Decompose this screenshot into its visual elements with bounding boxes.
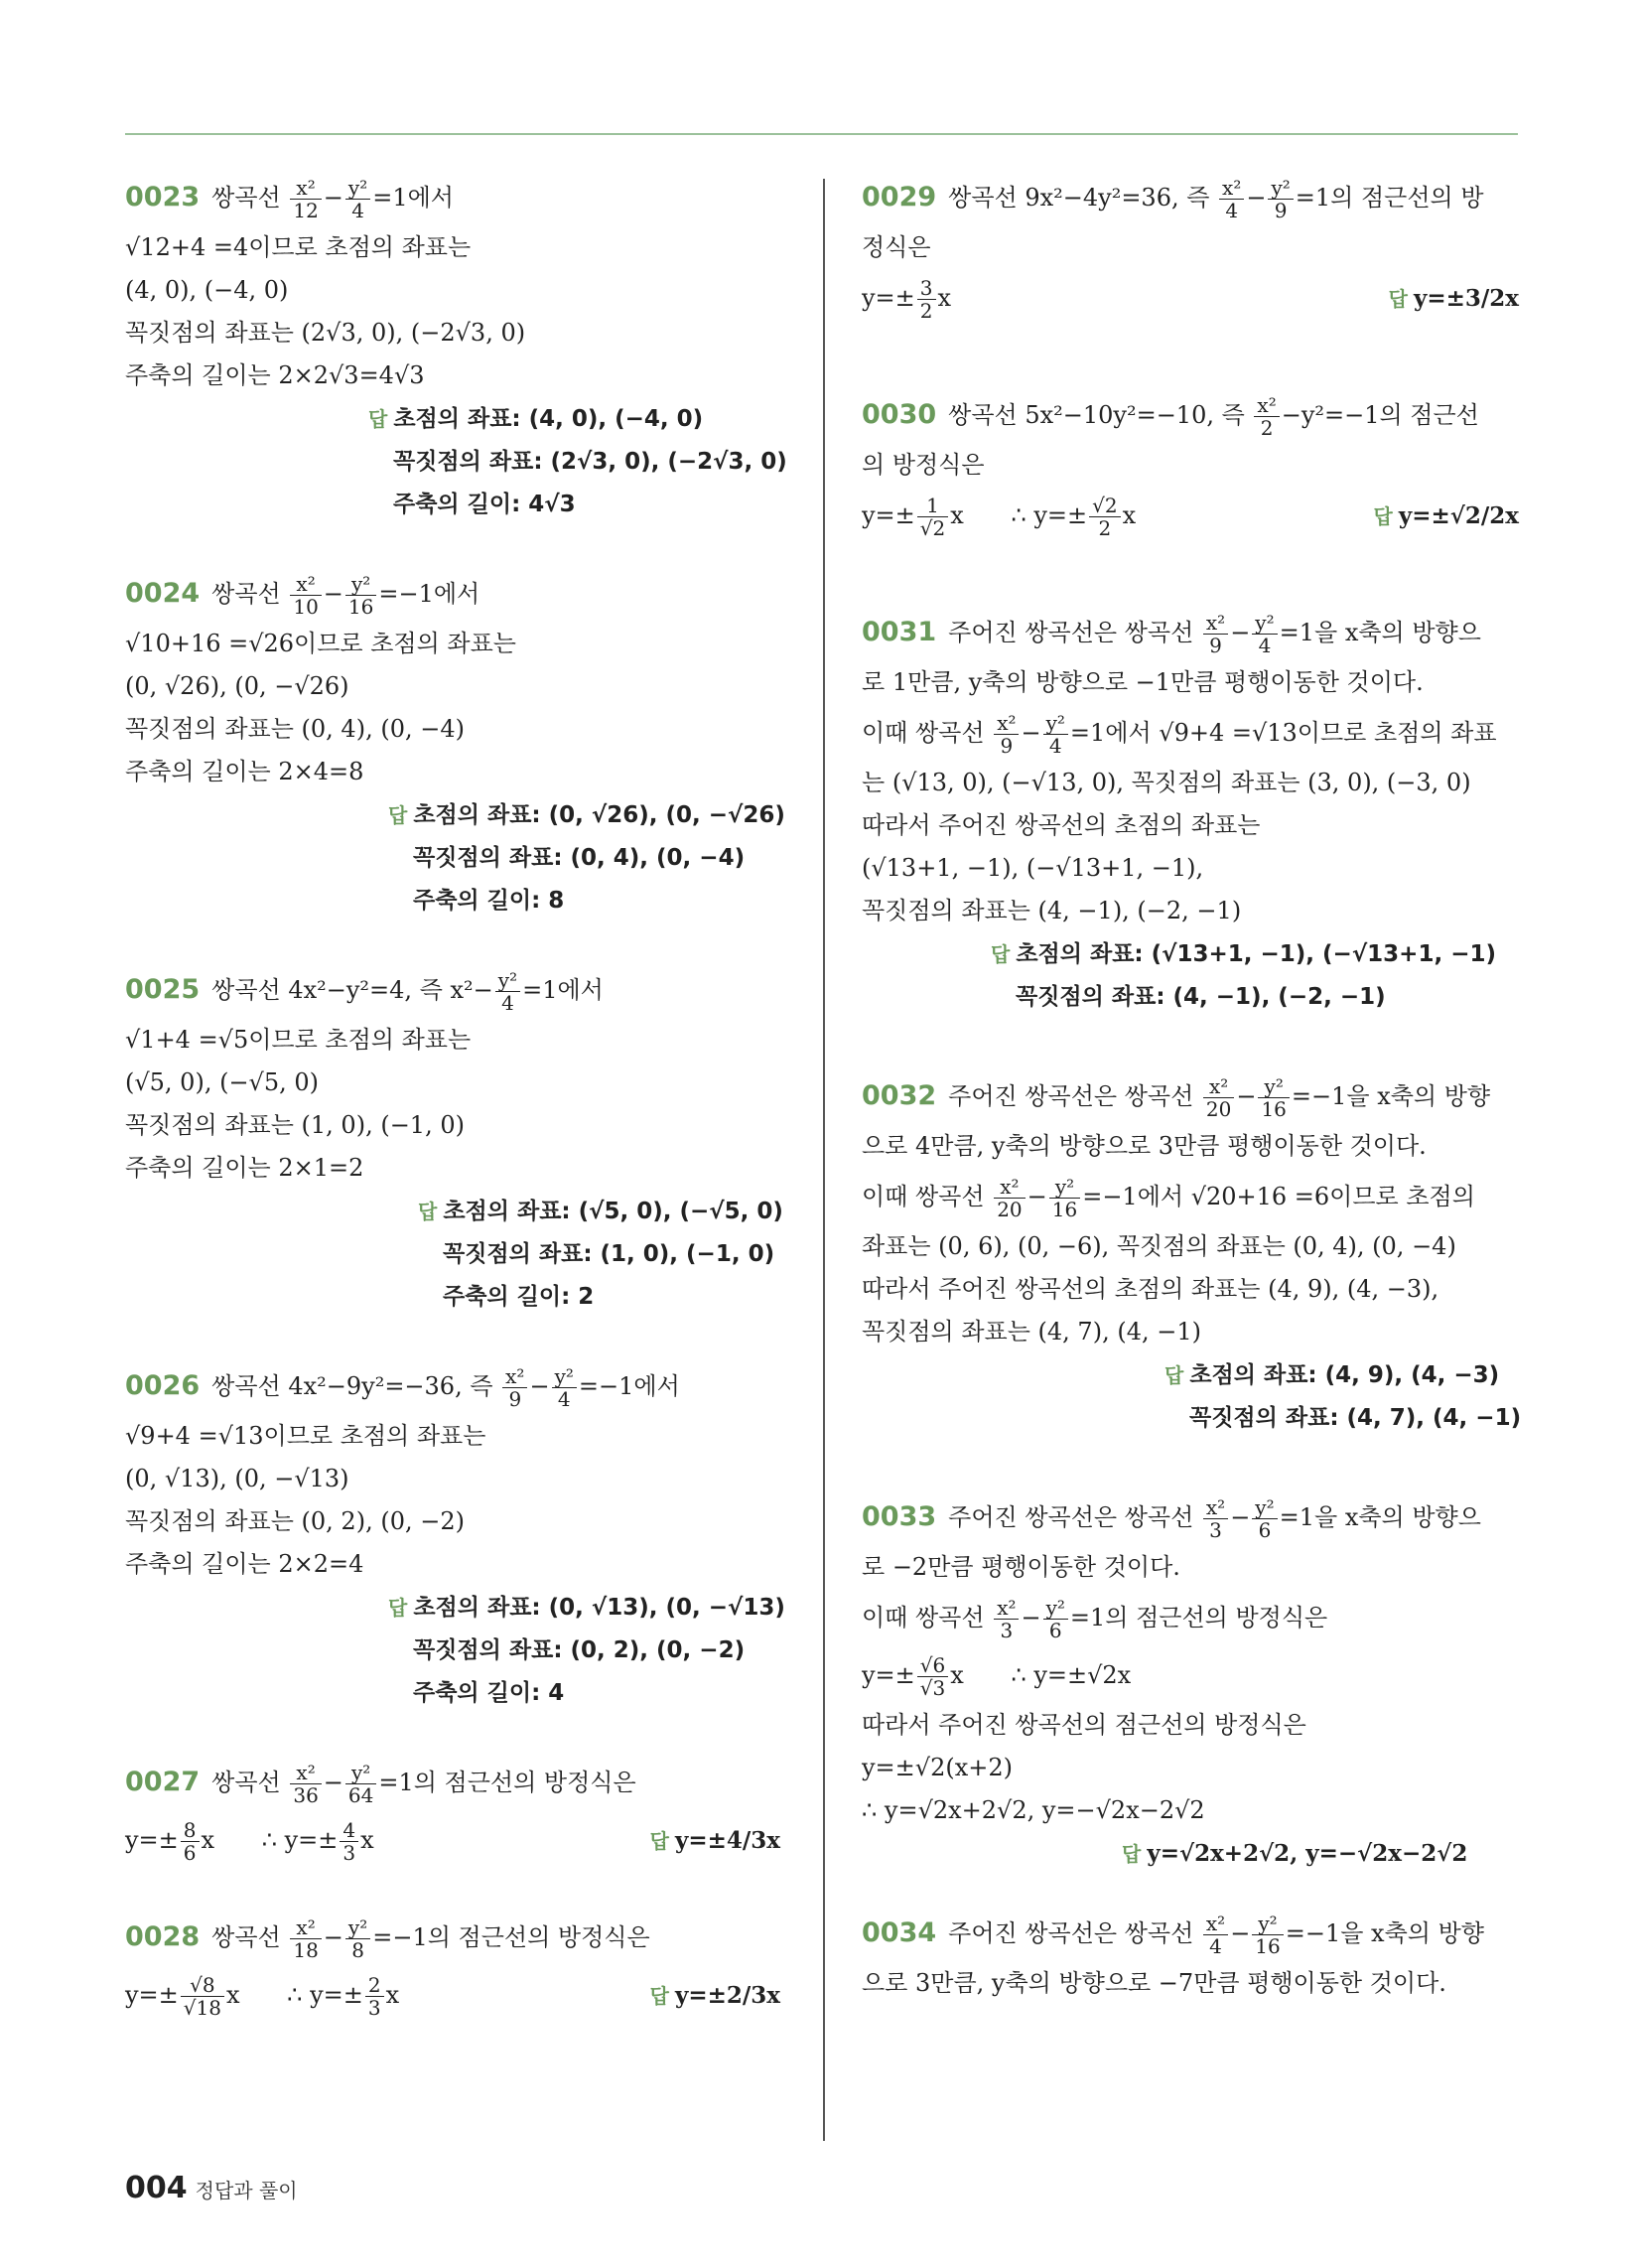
problem-0024: 0024 쌍곡선 $\frac{\text{x²}}{10}$ − $\frac{\text{y²}}{16}$ =−1에서 √10+16 =√26이므로 초점의 좌표는 (0, √26), (0, −√26) 꼭짓점의 좌표는 (0, 4), (0, −4) 주축의 길이는 2×4=8 답 초점의 좌표: (0, √26), (0, −√26) 꼭짓점의 좌표: (0, 4), (0, −4) 주축의 길이: 8	[125, 565, 780, 921]
answer-tag: 답	[1373, 504, 1393, 528]
fraction: $\frac{\text{x²}}{18}$	[290, 1916, 321, 1961]
fraction: $\frac{\text{y²}}{16}$	[1049, 1176, 1080, 1220]
fraction: $\frac{\text{y²}}{4}$	[1043, 712, 1068, 757]
answer-line: 답 초점의 좌표: (√5, 0), (−√5, 0)	[418, 1199, 783, 1224]
solution-line: 주축의 길이는 2×4=8	[125, 758, 364, 785]
solution-line: y=± $\frac{3}{2}$ x 답 y=±3/2x	[862, 276, 1519, 323]
problem-0025: 0025 쌍곡선 4x²−y²=4, 즉 x²− $\frac{\text{y²}}{4}$ =1에서 √1+4 =√5이므로 초점의 좌표는 (√5, 0), (−√5, 0) 꼭짓점의 좌표는 (1, 0), (−1, 0) 주축의 길이는 2×1=2 답 초점의 좌표: (√5, 0), (−√5, 0) 꼭짓점의 좌표: (1, 0), (−1, 0) 주축의 길이: 2	[125, 961, 780, 1318]
solution-line: 의 방정식은	[862, 451, 985, 479]
fraction: $\frac{\text{x²}}{12}$	[290, 177, 321, 221]
solution-line: √9+4 =√13이므로 초점의 좌표는	[125, 1422, 486, 1450]
solution-line: y=± $\frac{1}{√2}$ x ∴ y=± $\frac{√2}{2}$ x 답 y=±√2/2x	[862, 494, 1519, 540]
answer-tag: 답	[388, 803, 408, 827]
fraction: $\frac{\text{x²}}{36}$	[290, 1762, 321, 1806]
fraction: $\frac{√6}{√3}$	[917, 1654, 948, 1699]
answer-line: 답 초점의 좌표: (√13+1, −1), (−√13+1, −1)	[991, 941, 1496, 967]
answer-line: 답 초점의 좌표: (0, √13), (0, −√13)	[388, 1595, 785, 1621]
problem-number: 0032	[862, 1080, 937, 1111]
solution-line: √1+4 =√5이므로 초점의 좌표는	[125, 1026, 472, 1054]
solution-line: √12+4 =4이므로 초점의 좌표는	[125, 233, 472, 261]
fraction: $\frac{√2}{2}$	[1089, 495, 1120, 539]
fraction: $\frac{4}{3}$	[340, 1819, 358, 1864]
answer-tag: 답	[388, 1596, 408, 1620]
page-number: 004	[125, 2171, 188, 2205]
fraction: $\frac{\text{x²}}{3}$	[994, 1597, 1019, 1641]
fraction: $\frac{\text{x²}}{20}$	[994, 1176, 1025, 1220]
answer-line: 꼭짓점의 좌표: (4, 7), (4, −1)	[1189, 1405, 1522, 1431]
answer-line: 답 초점의 좌표: (4, 9), (4, −3)	[1164, 1362, 1500, 1388]
right-column	[862, 169, 1522, 2005]
solution-line: (0, √13), (0, −√13)	[125, 1465, 349, 1492]
problem-0027: 0027 쌍곡선 $\frac{\text{x²}}{36}$ − $\frac{\text{y²}}{64}$ =1의 점근선의 방정식은 y=± $\frac{8}{6}$ x ∴ y=± $\frac{4}{3}$ x 답 y=±4/3x	[125, 1754, 780, 1869]
fraction: $\frac{\text{y²}}{4}$	[345, 177, 370, 221]
answer-line: 꼭짓점의 좌표: (0, 2), (0, −2)	[413, 1637, 746, 1663]
answer-line: 꼭짓점의 좌표: (2√3, 0), (−2√3, 0)	[393, 449, 787, 475]
solution-line: y=± $\frac{√8}{√18}$ x ∴ y=± $\frac{2}{3}$ x 답 y=±2/3x	[125, 1973, 780, 2020]
fraction: $\frac{\text{y²}}{64}$	[345, 1762, 376, 1806]
solution-line: 따라서 주어진 쌍곡선의 초점의 좌표는	[862, 811, 1261, 839]
answer-line: 답 초점의 좌표: (4, 0), (−4, 0)	[368, 406, 704, 432]
answer-line: 꼭짓점의 좌표: (4, −1), (−2, −1)	[1016, 984, 1386, 1010]
solution-line: 이때 쌍곡선 $\frac{\text{x²}}{9}$ − $\frac{\text{y²}}{4}$ =1에서 √9+4 =√13이므로 초점의 좌표	[862, 711, 1497, 758]
solution-line: 주축의 길이는 2×1=2	[125, 1154, 364, 1182]
fraction: $\frac{\text{x²}}{4}$	[1203, 1913, 1228, 1957]
solution-line: 꼭짓점의 좌표는 (4, 7), (4, −1)	[862, 1318, 1201, 1346]
solution-line: 꼭짓점의 좌표는 (4, −1), (−2, −1)	[862, 897, 1242, 924]
fraction: $\frac{\text{x²}}{10}$	[290, 573, 321, 618]
solution-line: y=± $\frac{√6}{√3}$ x ∴ y=±√2x	[862, 1653, 1132, 1700]
solution-line: 이때 쌍곡선 $\frac{\text{x²}}{20}$ − $\frac{\text{y²}}{16}$ =−1에서 √20+16 =6이므로 초점의	[862, 1175, 1475, 1221]
fraction: $\frac{√8}{√18}$	[181, 1974, 224, 2019]
fraction: $\frac{1}{√2}$	[917, 495, 948, 539]
problem-number: 0033	[862, 1501, 937, 1532]
problem-0032: 0032 주어진 쌍곡선은 쌍곡선 $\frac{\text{x²}}{20}$ − $\frac{\text{y²}}{16}$ =−1을 x축의 방향 으로 4만큼, y축의 방향으로 3만큼 평행이동한 것이다. 이때 쌍곡선 $\frac{\text{x²}}{20}$ − $\frac{\text{y²}}{16}$ =−1에서 √20+16 =6이므로 초점의 좌표는 (0, 6), (0, −6), 꼭짓점의 좌표는 (0, 4), (0, −4) 따라서 주어진 쌍곡선의 초점의 좌표는 (4, 9), (4, −3), 꼭짓점의 좌표는 (4, 7), (4, −1) 답 초점의 좌표: (4, 9), (4, −3) 꼭짓점의 좌표: (4, 7), (4, −1)	[862, 1067, 1519, 1439]
fraction: $\frac{8}{6}$	[181, 1819, 200, 1864]
problem-number: 0031	[862, 617, 937, 647]
solution-line: 꼭짓점의 좌표는 (0, 4), (0, −4)	[125, 715, 465, 743]
problem-0026: 0026 쌍곡선 4x²−9y²=−36, 즉 $\frac{\text{x²}}{9}$ − $\frac{\text{y²}}{4}$ =−1에서 √9+4 =√13이므로 초점의 좌표는 (0, √13), (0, −√13) 꼭짓점의 좌표는 (0, 2), (0, −2) 주축의 길이는 2×2=4 답 초점의 좌표: (0, √13), (0, −√13) 꼭짓점의 좌표: (0, 2), (0, −2) 주축의 길이: 4	[125, 1357, 780, 1714]
fraction: $\frac{\text{y²}}{16}$	[1252, 1913, 1283, 1957]
solution-line: 는 (√13, 0), (−√13, 0), 꼭짓점의 좌표는 (3, 0), (−3, 0)	[862, 769, 1471, 796]
solution-line: (4, 0), (−4, 0)	[125, 276, 289, 304]
problem-number: 0028	[125, 1921, 201, 1952]
fraction: $\frac{\text{x²}}{9}$	[502, 1365, 527, 1410]
answer-tag: 답	[1164, 1363, 1184, 1387]
problem-0028: 0028 쌍곡선 $\frac{\text{x²}}{18}$ − $\frac{\text{y²}}{8}$ =−1의 점근선의 방정식은 y=± $\frac{√8}{√18}$ x ∴ y=± $\frac{2}{3}$ x 답 y=±2/3x	[125, 1909, 780, 2024]
answer-tag: 답	[368, 407, 388, 431]
problem-0034: 0034 주어진 쌍곡선은 쌍곡선 $\frac{\text{x²}}{4}$ − $\frac{\text{y²}}{16}$ =−1을 x축의 방향 으로 3만큼, y축의 방향으로 −7만큼 평행이동한 것이다.	[862, 1905, 1519, 2005]
answer-line: 답 초점의 좌표: (0, √26), (0, −√26)	[388, 802, 785, 828]
solution-line: y=±√2(x+2)	[862, 1754, 1013, 1781]
fraction: $\frac{\text{x²}}{4}$	[1219, 177, 1244, 221]
problem-number: 0024	[125, 578, 201, 609]
problem-0031: 0031 주어진 쌍곡선은 쌍곡선 $\frac{\text{x²}}{9}$ − $\frac{\text{y²}}{4}$ =1을 x축의 방향으 로 1만큼, y축의 방향으로 −1만큼 평행이동한 것이다. 이때 쌍곡선 $\frac{\text{x²}}{9}$ − $\frac{\text{y²}}{4}$ =1에서 √9+4 =√13이므로 초점의 좌표 는 (√13, 0), (−√13, 0), 꼭짓점의 좌표는 (3, 0), (−3, 0) 따라서 주어진 쌍곡선의 초점의 좌표는 (√13+1, −1), (−√13+1, −1), 꼭짓점의 좌표는 (4, −1), (−2, −1) 답 초점의 좌표: (√13+1, −1), (−√13+1, −1) 꼭짓점의 좌표: (4, −1), (−2, −1)	[862, 604, 1519, 1018]
solution-line: 으로 4만큼, y축의 방향으로 3만큼 평행이동한 것이다.	[862, 1132, 1427, 1160]
footer-title: 정답과 풀이	[195, 2179, 298, 2202]
solution-line: y=± $\frac{8}{6}$ x ∴ y=± $\frac{4}{3}$ x 답 y=±4/3x	[125, 1818, 780, 1865]
fraction: $\frac{\text{y²}}{16}$	[345, 573, 376, 618]
fraction: $\frac{\text{y²}}{8}$	[345, 1916, 370, 1961]
answer-tag: 답	[1122, 1842, 1142, 1866]
problem-number: 0026	[125, 1370, 201, 1401]
answer-tag: 답	[1388, 287, 1408, 311]
answer-line: 주축의 길이: 2	[443, 1284, 595, 1310]
problem-0030: 0030 쌍곡선 5x²−10y²=−10, 즉 $\frac{\text{x²}}{2}$ −y²=−1의 점근선 의 방정식은 y=± $\frac{1}{√2}$ x ∴ y=± $\frac{√2}{2}$ x 답 y=±√2/2x	[862, 386, 1519, 544]
solution-line: ∴ y=√2x+2√2, y=−√2x−2√2	[862, 1796, 1205, 1824]
answer-line: 답 y=√2x+2√2, y=−√2x−2√2	[1122, 1840, 1468, 1867]
problem-number: 0027	[125, 1767, 201, 1797]
solution-line: 주축의 길이는 2×2=4	[125, 1550, 364, 1578]
problem-0033: 0033 주어진 쌍곡선은 쌍곡선 $\frac{\text{x²}}{3}$ − $\frac{\text{y²}}{6}$ =1을 x축의 방향으 로 −2만큼 평행이동한 것이다. 이때 쌍곡선 $\frac{\text{x²}}{3}$ − $\frac{\text{y²}}{6}$ =1의 점근선의 방정식은 y=± $\frac{√6}{√3}$ x ∴ y=±√2x 따라서 주어진 쌍곡선의 점근선의 방정식은 y=±√2(x+2) ∴ y=√2x+2√2, y=−√2x−2√2 답 y=√2x+2√2, y=−√2x−2√2	[862, 1488, 1519, 1875]
fraction: $\frac{\text{x²}}{20}$	[1203, 1075, 1234, 1120]
solution-line: 꼭짓점의 좌표는 (0, 2), (0, −2)	[125, 1507, 465, 1535]
page-footer	[125, 2169, 298, 2208]
solution-line: 이때 쌍곡선 $\frac{\text{x²}}{3}$ − $\frac{\text{y²}}{6}$ =1의 점근선의 방정식은	[862, 1596, 1328, 1642]
fraction: $\frac{\text{y²}}{4}$	[1252, 612, 1277, 656]
answer-tag: 답	[418, 1200, 438, 1223]
fraction: $\frac{3}{2}$	[917, 277, 936, 322]
fraction: $\frac{\text{y²}}{4}$	[495, 969, 520, 1014]
answer-line: 주축의 길이: 4	[413, 1680, 565, 1706]
problem-0023: 0023 쌍곡선 $\frac{\text{x²}}{12}$ − $\frac{\text{y²}}{4}$ =1에서 √12+4 =4이므로 초점의 좌표는 (4, 0), (−4, 0) 꼭짓점의 좌표는 (2√3, 0), (−2√3, 0) 주축의 길이는 2×2√3=4√3 답 초점의 좌표: (4, 0), (−4, 0) 꼭짓점의 좌표: (2√3, 0), (−2√3, 0) 주축의 길이: 4√3	[125, 169, 780, 525]
problem-0029: 0029 쌍곡선 9x²−4y²=36, 즉 $\frac{\text{x²}}{4}$ − $\frac{\text{y²}}{9}$ =1의 점근선의 방 정식은 y=± $\frac{3}{2}$ x 답 y=±3/2x	[862, 169, 1519, 327]
solution-line: (√13+1, −1), (−√13+1, −1),	[862, 854, 1204, 882]
solution-line: 로 −2만큼 평행이동한 것이다.	[862, 1553, 1180, 1581]
answer-line: 주축의 길이: 4√3	[393, 492, 576, 517]
solution-line: 꼭짓점의 좌표는 (2√3, 0), (−2√3, 0)	[125, 319, 526, 347]
left-column	[125, 169, 787, 2024]
solution-line: 꼭짓점의 좌표는 (1, 0), (−1, 0)	[125, 1111, 465, 1139]
answer-tag: 답	[991, 942, 1011, 966]
fraction: $\frac{\text{y²}}{16}$	[1258, 1075, 1289, 1120]
fraction: $\frac{\text{y²}}{4}$	[552, 1365, 577, 1410]
answer-line: 꼭짓점의 좌표: (1, 0), (−1, 0)	[443, 1241, 775, 1267]
fraction: $\frac{\text{y²}}{6}$	[1043, 1597, 1068, 1641]
solution-line: 정식은	[862, 233, 931, 261]
solution-line: 따라서 주어진 쌍곡선의 초점의 좌표는 (4, 9), (4, −3),	[862, 1275, 1439, 1303]
top-rule	[125, 133, 1518, 135]
problem-number: 0023	[125, 182, 201, 213]
fraction: $\frac{\text{x²}}{9}$	[994, 712, 1019, 757]
column-divider	[823, 179, 825, 2141]
problem-number: 0025	[125, 974, 201, 1005]
fraction: $\frac{\text{x²}}{2}$	[1254, 394, 1279, 439]
fraction: $\frac{\text{x²}}{9}$	[1203, 612, 1228, 656]
solution-line: 주축의 길이는 2×2√3=4√3	[125, 361, 425, 389]
fraction: $\frac{\text{y²}}{9}$	[1268, 177, 1293, 221]
solution-line: √10+16 =√26이므로 초점의 좌표는	[125, 630, 516, 657]
problem-number: 0034	[862, 1917, 937, 1948]
solution-line: 따라서 주어진 쌍곡선의 점근선의 방정식은	[862, 1711, 1306, 1739]
fraction: $\frac{2}{3}$	[365, 1974, 384, 2019]
solution-line: (√5, 0), (−√5, 0)	[125, 1068, 319, 1096]
problem-number: 0030	[862, 399, 937, 430]
fraction: $\frac{\text{y²}}{6}$	[1252, 1496, 1277, 1541]
solution-line: 좌표는 (0, 6), (0, −6), 꼭짓점의 좌표는 (0, 4), (0, −4)	[862, 1232, 1456, 1260]
answer-line: 꼭짓점의 좌표: (0, 4), (0, −4)	[413, 845, 746, 871]
problem-number: 0029	[862, 182, 937, 213]
answer-tag: 답	[649, 1984, 669, 2008]
solution-line: (0, √26), (0, −√26)	[125, 672, 349, 700]
answer-tag: 답	[649, 1829, 669, 1853]
solution-line: 로 1만큼, y축의 방향으로 −1만큼 평행이동한 것이다.	[862, 668, 1424, 696]
solution-line: 으로 3만큼, y축의 방향으로 −7만큼 평행이동한 것이다.	[862, 1969, 1446, 1997]
answer-line: 주축의 길이: 8	[413, 888, 565, 914]
fraction: $\frac{\text{x²}}{3}$	[1203, 1496, 1228, 1541]
